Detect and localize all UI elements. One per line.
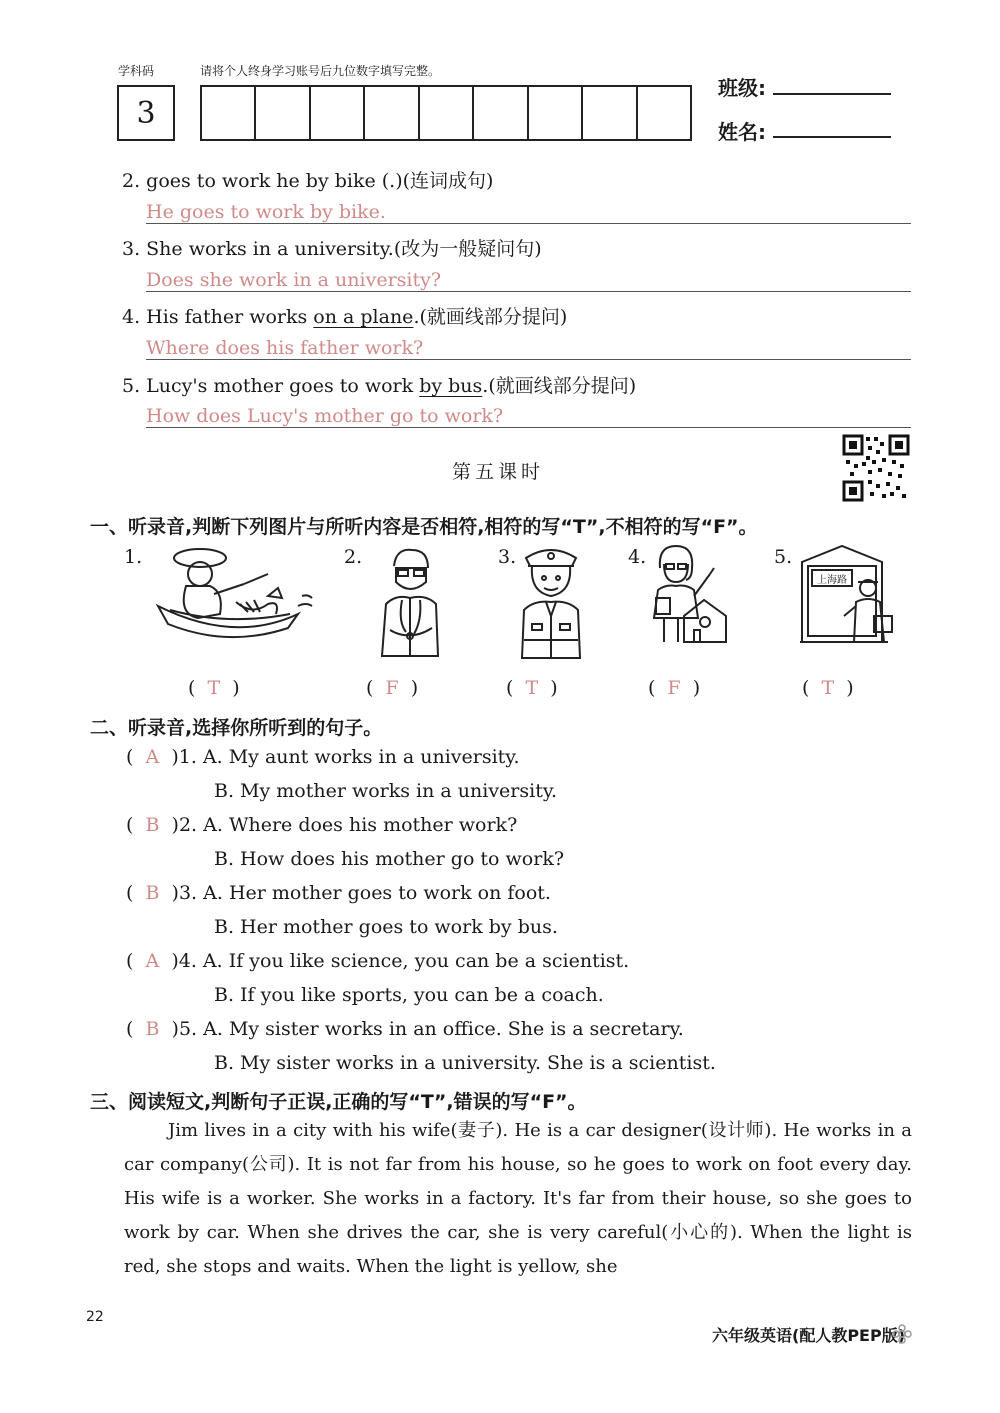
pic-num-1: 1.: [124, 546, 143, 568]
pic-num-3: 3.: [498, 546, 517, 568]
pic-answer-2: F: [385, 677, 399, 699]
street-sign-text: 上海路: [817, 575, 847, 586]
option-b: B. Her mother goes to work by bus.: [214, 916, 558, 938]
choice-num: 3.: [178, 882, 198, 904]
teacher-icon: [648, 544, 732, 644]
digit-box[interactable]: [202, 87, 256, 139]
question-text: 5. Lucy's mother goes to work: [122, 375, 420, 397]
pic-num-4: 4.: [628, 546, 647, 568]
answer-4: Where does his father work?: [146, 337, 911, 360]
option-a: A. Where does his mother work?: [203, 814, 518, 836]
option-b: B. My mother works in a university.: [214, 780, 558, 802]
section-1-title: 一、听录音,判断下列图片与所听内容是否相符,相符的写“T”,不相符的写“F”。: [90, 516, 758, 538]
choice-row-3: ( B )3. A. Her mother goes to work on foot.: [126, 882, 551, 904]
lesson-title: 第五课时: [452, 461, 545, 483]
choice-num: 5.: [178, 1018, 198, 1040]
question-instruction: .(就画线部分提问): [482, 375, 637, 397]
answer-slot-1: ( T ): [188, 677, 240, 699]
flower-icon: [892, 1324, 912, 1344]
name-field[interactable]: [773, 135, 891, 138]
qr-code-icon[interactable]: [842, 434, 910, 502]
choice-answer: B: [145, 814, 160, 836]
answer-3: Does she work in a university?: [146, 269, 911, 292]
digit-box[interactable]: [583, 87, 637, 139]
pic-answer-1: T: [207, 677, 221, 699]
choice-answer: A: [145, 950, 160, 972]
answer-2: He goes to work by bike.: [146, 201, 911, 224]
choice-row-4: ( A )4. A. If you like science, you can be a scientist.: [126, 950, 630, 972]
choice-answer: A: [145, 746, 160, 768]
page-number: 22: [86, 1309, 104, 1325]
choice-num: 1.: [178, 746, 197, 768]
section-3-title: 三、阅读短文,判断句子正误,正确的写“T”,错误的写“F”。: [90, 1091, 587, 1113]
choice-answer: B: [145, 882, 160, 904]
question-2: 2. goes to work he by bike (.)(连词成句): [122, 170, 494, 192]
option-a: A. My sister works in an office. She is a secretary.: [203, 1018, 684, 1040]
option-b: B. My sister works in a university. She is a scientist.: [214, 1052, 716, 1074]
subject-code-label: 学科码: [118, 64, 155, 78]
choice-row-5: ( B )5. A. My sister works in an office. She is a secretary.: [126, 1018, 684, 1040]
answer-slot-4: ( F ): [648, 677, 701, 699]
choice-num: 2.: [178, 814, 198, 836]
question-5: [122, 371, 636, 398]
digit-box[interactable]: [420, 87, 474, 139]
policeman-icon: [516, 544, 586, 660]
digit-box[interactable]: [256, 87, 310, 139]
option-a: A. Her mother goes to work on foot.: [203, 882, 551, 904]
class-label: 班级:: [718, 76, 766, 100]
postman-icon: [798, 542, 898, 646]
question-instruction: .(就画线部分提问): [413, 306, 568, 328]
pic-answer-4: F: [667, 677, 681, 699]
digit-box[interactable]: [365, 87, 419, 139]
question-3: 3. She works in a university.(改为一般疑问句): [122, 238, 542, 260]
book-title: 六年级英语(配人教PEP版): [712, 1326, 906, 1345]
section-2-title: 二、听录音,选择你所听到的句子。: [90, 717, 383, 739]
account-digit-boxes[interactable]: [200, 85, 692, 141]
option-b: B. How does his mother go to work?: [214, 848, 565, 870]
underlined-phrase: on a plane: [313, 306, 414, 328]
pic-answer-3: T: [525, 677, 539, 699]
question-4: [122, 302, 567, 329]
choice-row-2: ( B )2. A. Where does his mother work?: [126, 814, 518, 836]
digit-box[interactable]: [311, 87, 365, 139]
reading-passage: Jim lives in a city with his wife(妻子). He is a car designer(设计师). He works in a car company(公司). It is not far from his house, so he goes to work on foot every day. His wife is a worker. She works in a factory. It's far from their house, so she goes to work by car. When she drives the car, she is very careful(小心的). When the light is red, she stops and waits. When the light is yellow, she: [124, 1120, 912, 1277]
class-field[interactable]: [773, 92, 891, 95]
doctor-icon: [376, 546, 444, 658]
pic-num-5: 5.: [774, 546, 793, 568]
digit-box[interactable]: [638, 87, 690, 139]
answer-slot-5: ( T ): [802, 677, 854, 699]
answer-5: How does Lucy's mother go to work?: [146, 405, 911, 428]
option-a: A. My aunt works in a university.: [202, 746, 520, 768]
answer-slot-3: ( T ): [506, 677, 558, 699]
pic-num-2: 2.: [344, 546, 363, 568]
option-a: A. If you like science, you can be a scientist.: [202, 950, 630, 972]
digit-box[interactable]: [529, 87, 583, 139]
digit-box[interactable]: [474, 87, 528, 139]
fisherman-icon: [148, 544, 320, 644]
answer-slot-2: ( F ): [366, 677, 419, 699]
choice-num: 4.: [178, 950, 197, 972]
option-b: B. If you like sports, you can be a coach.: [214, 984, 604, 1006]
account-instruction: 请将个人终身学习账号后九位数字填写完整。: [200, 64, 441, 78]
subject-code-box: [117, 85, 175, 141]
underlined-phrase: by bus: [419, 375, 483, 397]
pic-answer-5: T: [821, 677, 835, 699]
name-label: 姓名:: [718, 120, 766, 144]
subject-code: 3: [136, 95, 156, 131]
choice-answer: B: [145, 1018, 160, 1040]
question-text: 4. His father works: [122, 306, 314, 328]
choice-row-1: ( A )1. A. My aunt works in a university.: [126, 746, 520, 768]
